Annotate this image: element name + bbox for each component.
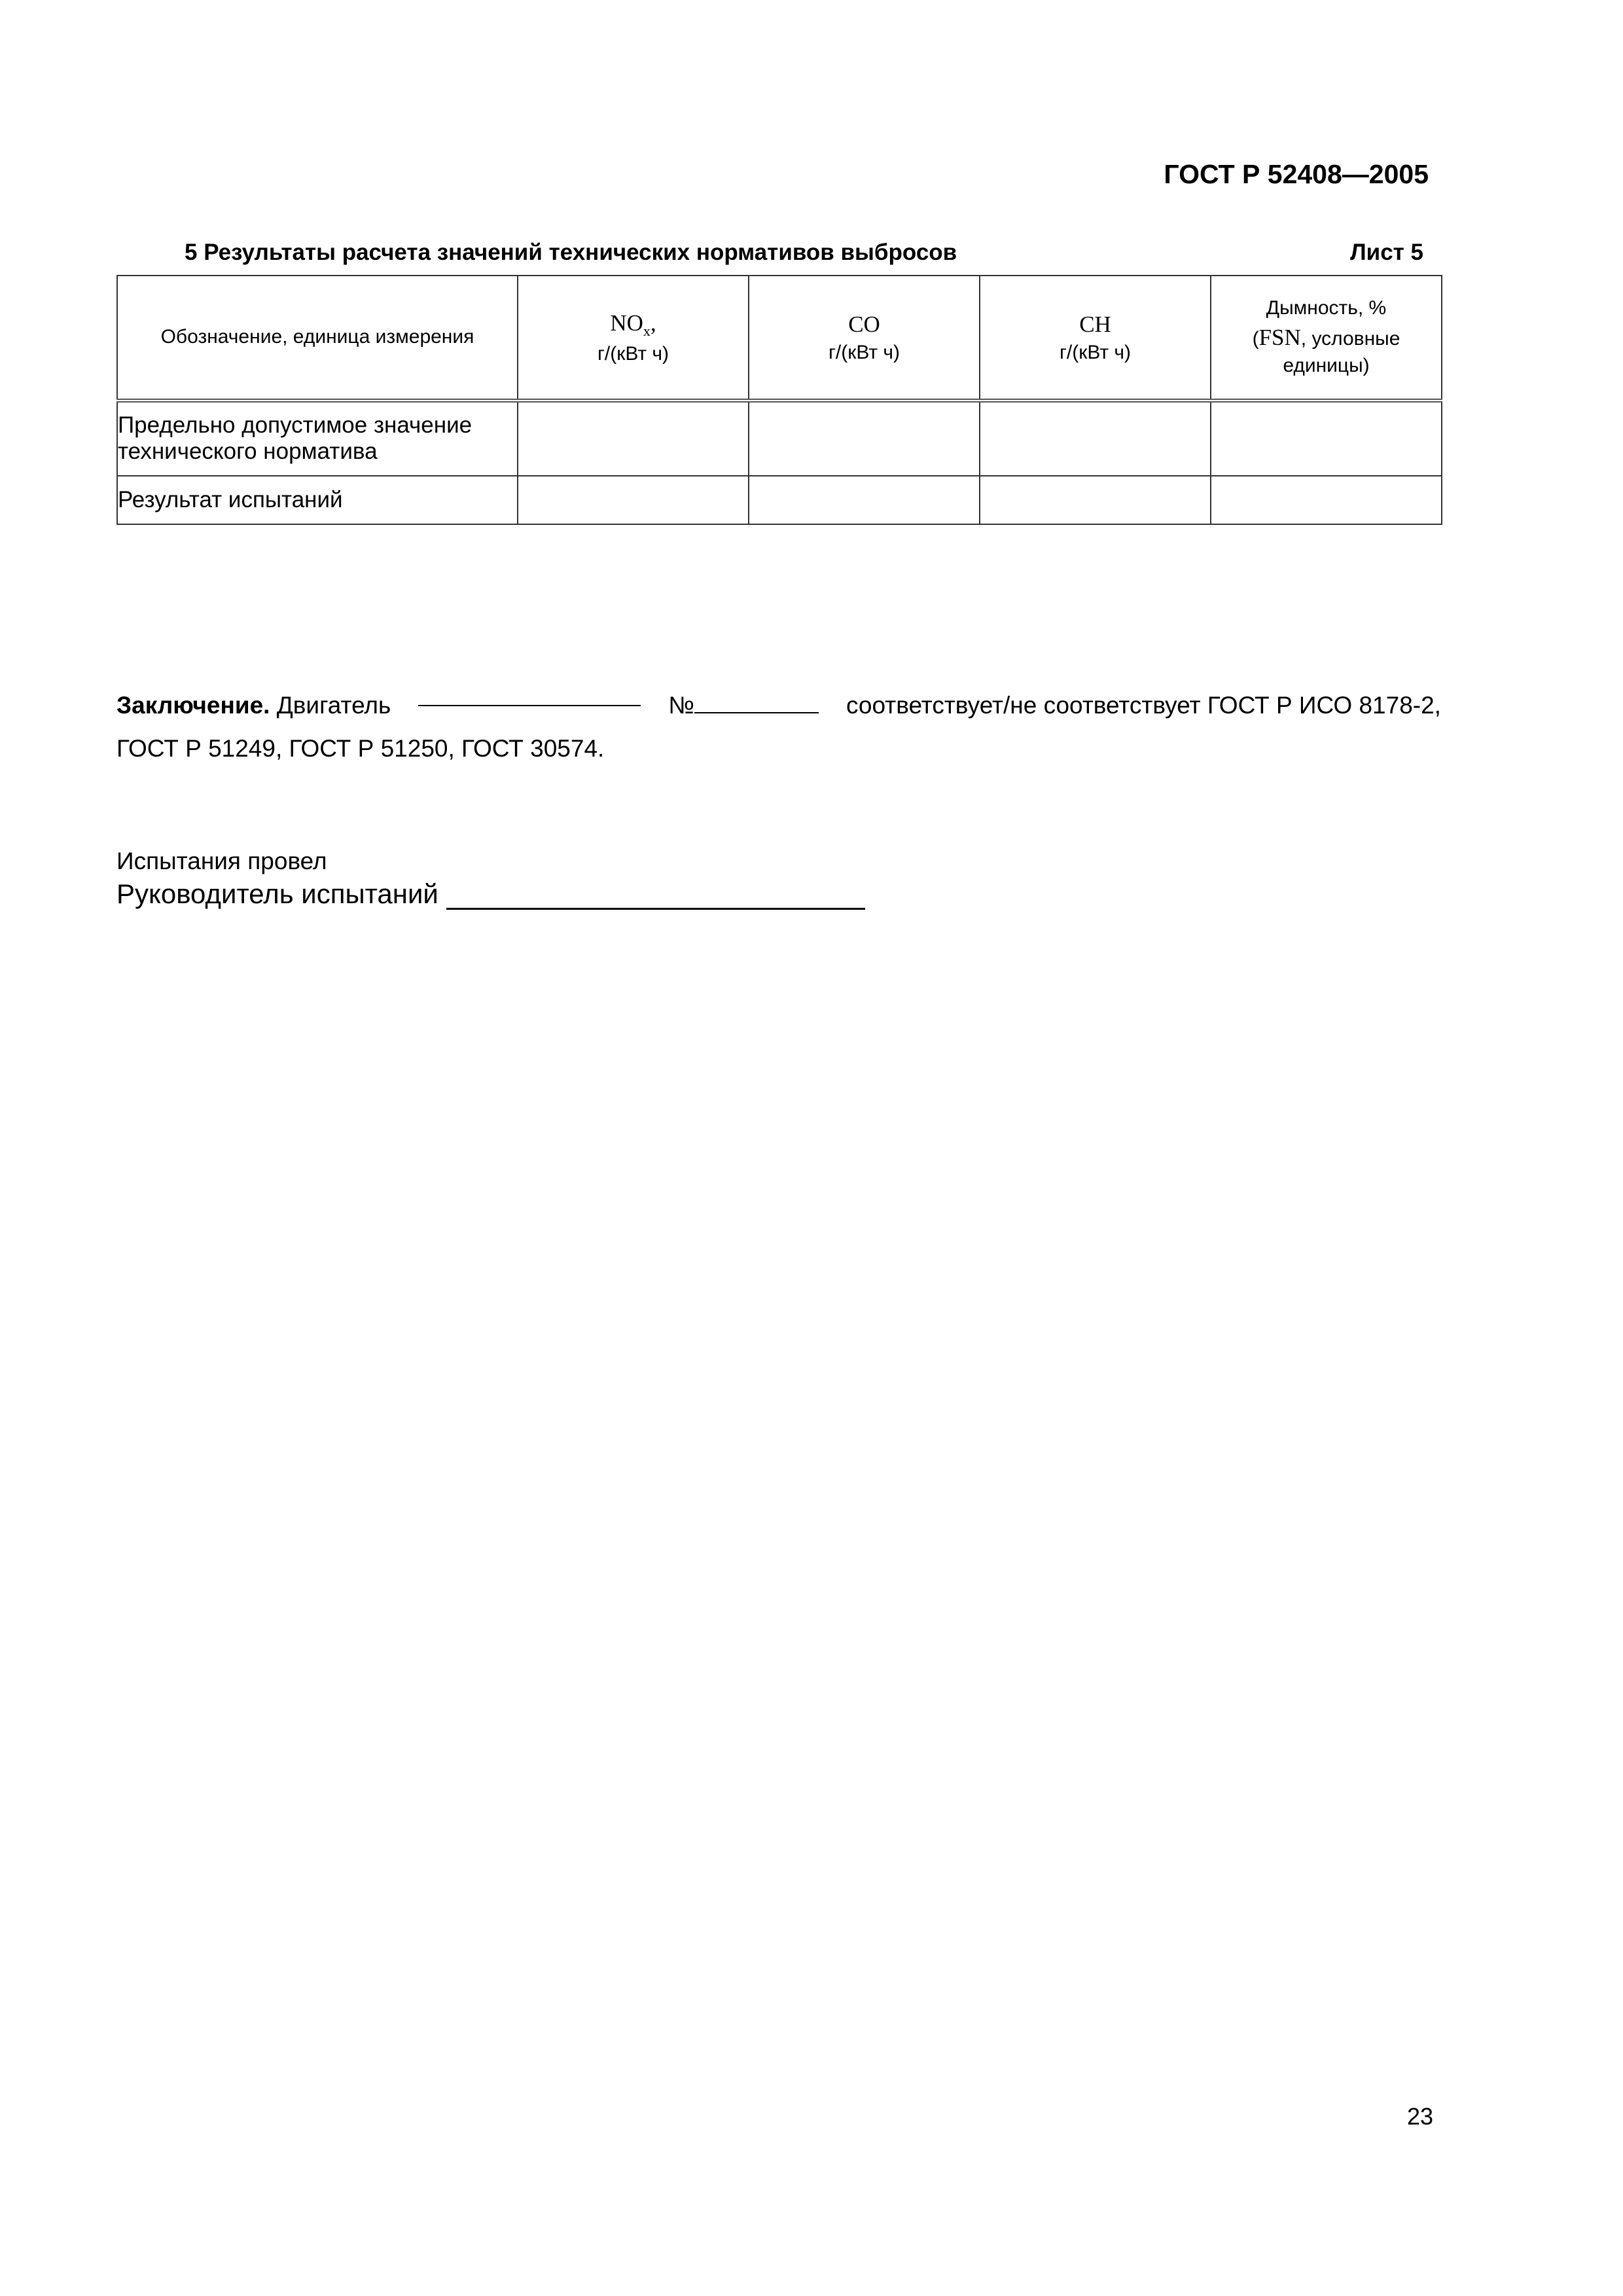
head-signature: [116, 878, 865, 910]
ch-cell: [980, 401, 1211, 476]
smoke-cell: [1211, 476, 1442, 524]
section-title: 5 Результаты расчета значений технических нормативов выбросов: [185, 240, 957, 265]
row-label: Результат испытаний: [117, 476, 518, 524]
conclusion-heading: Заключение.: [116, 692, 270, 719]
row-label: Предельно допустимое значение технического норматива: [117, 401, 518, 476]
smoke-header: Дымность, % (FSN, условные единицы): [1211, 276, 1442, 401]
head-label: Руководитель испытаний: [116, 878, 438, 909]
signature-line: [446, 882, 865, 910]
nox-header: $NO_x$, г/(кВт ч): [518, 276, 749, 401]
standard-number: ГОСТ Р 52408—2005: [1164, 159, 1429, 189]
number-sign: №: [668, 692, 694, 719]
table-row: [117, 476, 1442, 524]
table-header-row: [117, 276, 1442, 401]
conclusion: [116, 684, 1441, 770]
nox-cell: [518, 476, 749, 524]
standards-list: ГОСТ Р 51249, ГОСТ Р 51250, ГОСТ 30574.: [116, 735, 605, 762]
engine-label: Двигатель: [276, 692, 391, 719]
number-blank: [694, 691, 819, 713]
emissions-table: [116, 275, 1442, 525]
sheet-label: Лист 5: [1350, 240, 1423, 265]
conformity-text: соответствует/не соответствует ГОСТ Р ИСО 8178-2,: [846, 692, 1441, 719]
co-cell: [749, 476, 980, 524]
smoke-cell: [1211, 401, 1442, 476]
ch-cell: [980, 476, 1211, 524]
designation-header: Обозначение, единица измерения: [117, 276, 518, 401]
page-number: 23: [1406, 2103, 1433, 2130]
nox-cell: [518, 401, 749, 476]
ch-header: CH г/(кВт ч): [980, 276, 1211, 401]
table-row: [117, 401, 1442, 476]
co-header: CO г/(кВт ч): [749, 276, 980, 401]
tested-by-label: Испытания провел: [116, 848, 327, 874]
co-cell: [749, 401, 980, 476]
engine-blank: [418, 684, 641, 706]
